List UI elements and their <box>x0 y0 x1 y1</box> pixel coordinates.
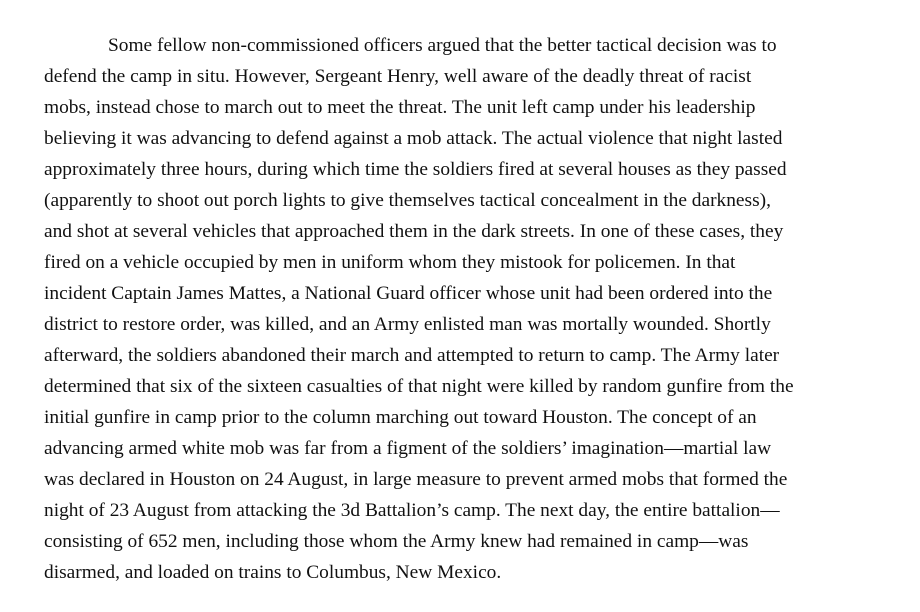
paragraph-line-6: (apparently to shoot out porch lights to give themselves tactical concealment in the darkness), <box>44 190 771 211</box>
paragraph-line-11: afterward, the soldiers abandoned their march and attempted to return to camp. The Army later <box>44 345 780 366</box>
paragraph-line-10: district to restore order, was killed, and an Army enlisted man was mortally wounded. Shortly <box>44 314 771 335</box>
paragraph-line-9: incident Captain James Mattes, a National Guard officer whose unit had been ordered into the <box>44 283 773 304</box>
paragraph-line-4: believing it was advancing to defend against a mob attack. The actual violence that night lasted <box>44 128 783 149</box>
paragraph-line-17: consisting of 652 men, including those whom the Army knew had remained in camp—was <box>44 531 749 552</box>
paragraph-line-2: defend the camp in situ. However, Sergeant Henry, well aware of the deadly threat of racist <box>44 66 752 87</box>
paragraph-line-7: and shot at several vehicles that approached them in the dark streets. In one of these cases, they <box>44 221 784 242</box>
paragraph-line-12: determined that six of the sixteen casualties of that night were killed by random gunfire from the <box>44 376 794 397</box>
paragraph-line-8: fired on a vehicle occupied by men in uniform whom they mistook for policemen. In that <box>44 252 736 273</box>
paragraph-line-1: Some fellow non-commissioned officers argued that the better tactical decision was to <box>108 35 777 56</box>
paragraph-line-13: initial gunfire in camp prior to the column marching out toward Houston. The concept of an <box>44 407 757 428</box>
paragraph-line-14: advancing armed white mob was far from a figment of the soldiers’ imagination—martial law <box>44 438 772 459</box>
paragraph-line-18: disarmed, and loaded on trains to Columbus, New Mexico. <box>44 562 502 583</box>
paragraph-line-15: was declared in Houston on 24 August, in large measure to prevent armed mobs that formed the <box>44 469 788 490</box>
paragraph-line-16: night of 23 August from attacking the 3d Battalion’s camp. The next day, the entire battalion— <box>44 500 780 521</box>
paragraph-line-3: mobs, instead chose to march out to meet the threat. The unit left camp under his leadership <box>44 97 756 118</box>
paragraph-line-5: approximately three hours, during which time the soldiers fired at several houses as they passed <box>44 159 787 180</box>
